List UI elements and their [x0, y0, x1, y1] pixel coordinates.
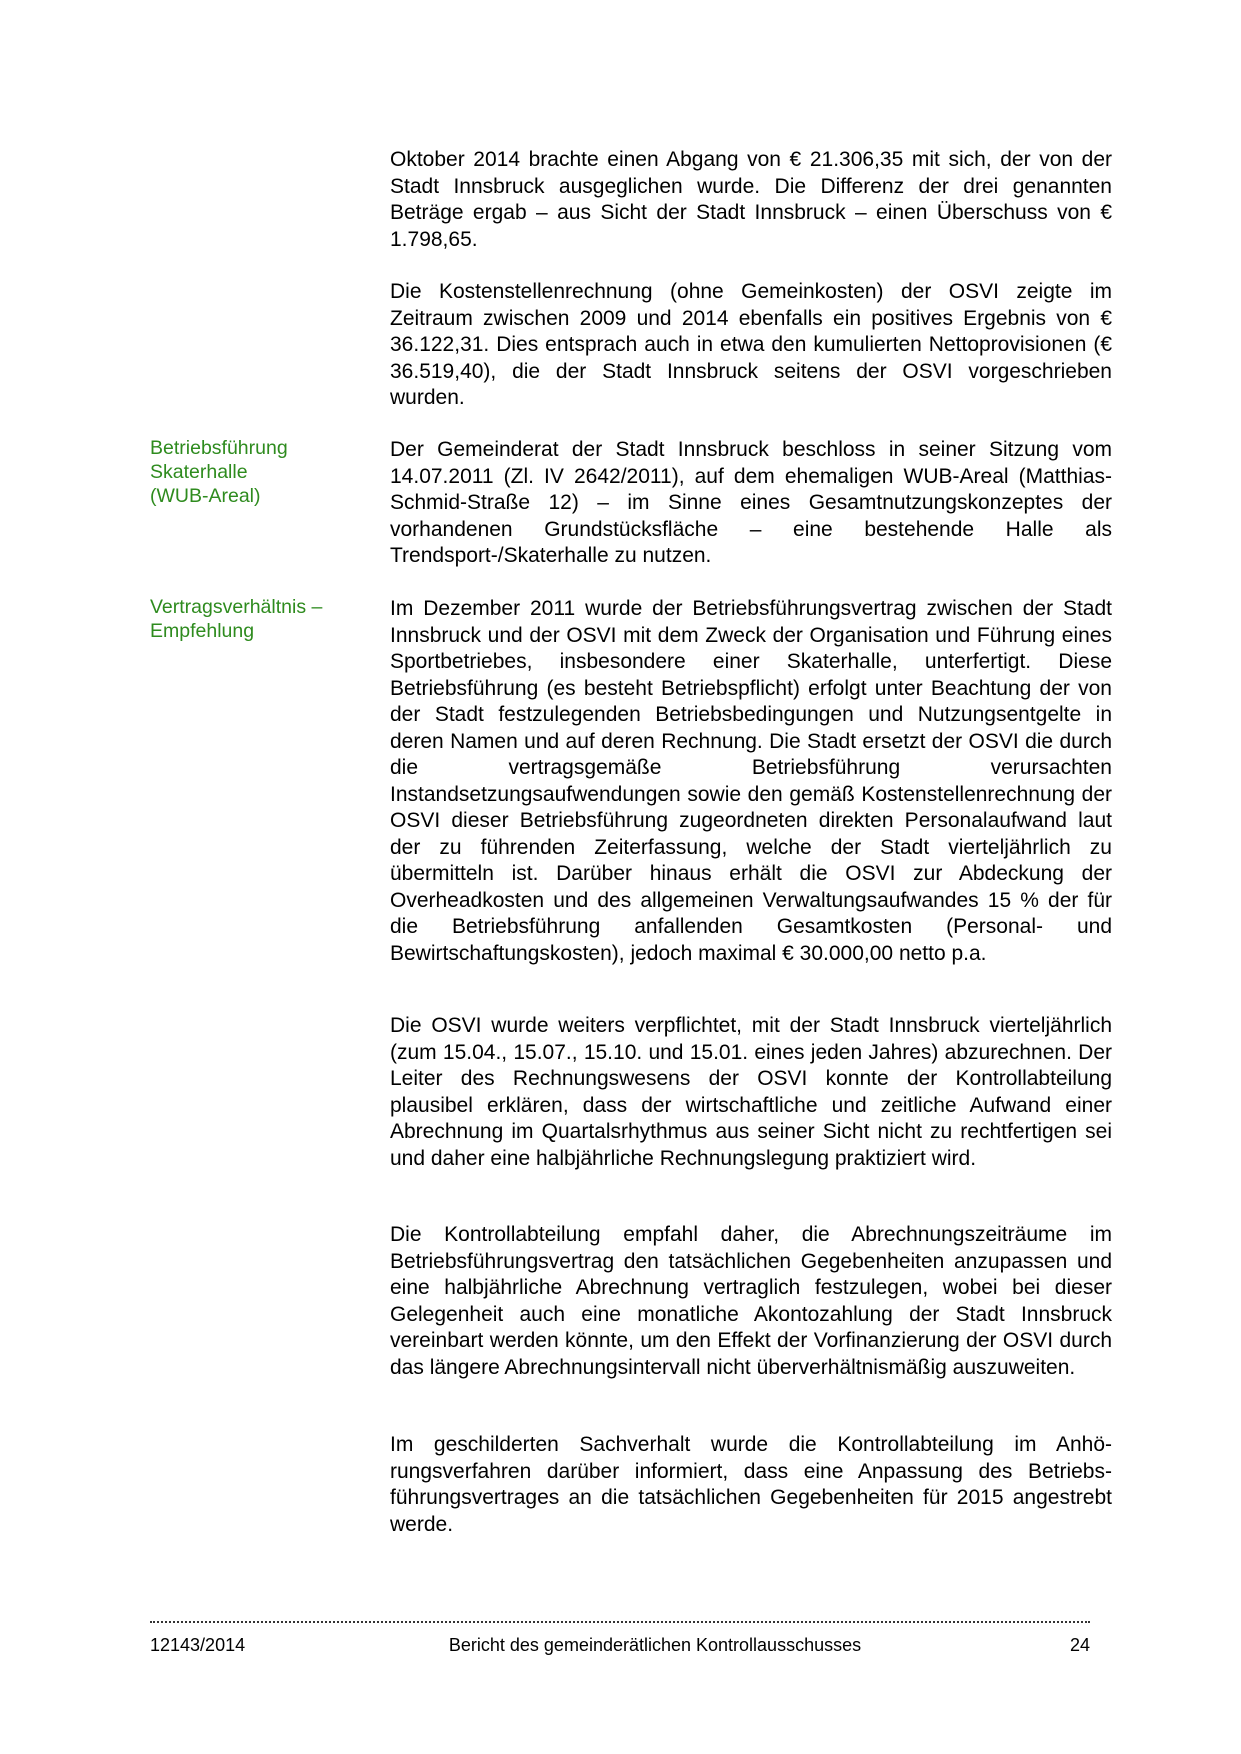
margin-label-line: Empfehlung — [150, 620, 255, 642]
page-number: 24 — [1069, 1635, 1090, 1655]
margin-label-line: Betriebsführung — [150, 437, 288, 459]
paragraph-gemeinderat — [390, 437, 1112, 570]
paragraph-abrechnung — [390, 1013, 1112, 1172]
paragraph-text: Im Dezember 2011 wurde der Betriebsführungsvertrag zwischen der Stadt Innsbruck und der OSVI mit dem Zweck der Organisation und Führung eines Sportbetriebes, insbesondere einer Skaterhalle, unterfertigt. Diese Betriebsführung (es besteht Betriebspflicht) erfolgt unter Beachtung der von der Stadt festzulegenden Betriebsbedingungen und Nutzungsentgelte in deren Namen und auf deren Rechnung. Die Stadt ersetzt der OSVI die durch die vertragsgemäße Betriebsführung verursachten Instandsetzungsaufwendungen sowie den gemäß Kostenstellenrechnung der OSVI dieser Betriebsführung zugeordneten direkten Personalaufwand laut der zu führenden Zeiterfassung, welche der Stadt vierteljährlich zu übermitteln ist. Darüber hinaus erhält die OSVI zur Abdeckung der Overheadkosten und des allgemeinen Verwaltungsaufwandes 15 % der für die Betriebsführung anfallenden Gesamtkosten (Personal- und Bewirtschaftungskosten), jedoch maximal € 30.000,00 netto p.a. — [390, 597, 1112, 965]
paragraph-text: Die OSVI wurde weiters verpflichtet, mit der Stadt Innsbruck vierteljährlich (zum 15.04., 15.07., 15.10. und 15.01. eines jeden Jahres) abzurechnen. Der Leiter des Rechnungswesens der OSVI konnte der Kontrollabteilung plausibel erklären, dass der wirtschaftliche und zeitliche Aufwand einer Abrechnung im Quartalsrhythmus aus seiner Sicht nicht zu rechtfertigen sei und daher eine halbjährliche Rechnungslegung praktiziert wird. — [390, 1014, 1112, 1170]
footer-divider — [150, 1621, 1090, 1623]
footer-title: Bericht des gemeinderätlichen Kontrollausschusses — [448, 1635, 862, 1655]
paragraph-betriebsfuehrungsvertrag — [390, 596, 1112, 967]
paragraph-abgang — [390, 147, 1112, 253]
margin-label-line: (WUB-Areal) — [150, 485, 261, 507]
paragraph-empfehlung — [390, 1222, 1112, 1381]
margin-label-line: Vertragsverhältnis – — [150, 596, 323, 618]
margin-label-line: Skaterhalle — [150, 461, 248, 483]
margin-label-vertragsverhaeltnis — [150, 595, 350, 643]
paragraph-anhoerungsverfahren — [390, 1432, 1112, 1538]
paragraph-text: Die Kostenstellenrechnung (ohne Gemeinkosten) der OSVI zeigte im Zeitraum zwischen 2009 und 2014 ebenfalls ein positives Ergebnis von € 36.122,31. Dies entsprach auch in etwa den kumulierten Nettoprovisionen (€ 36.519,40), die der Stadt Innsbruck seitens der OSVI vorgeschrieben wurden. — [390, 280, 1112, 409]
paragraph-kostenstellenrechnung — [390, 279, 1112, 412]
paragraph-text: Oktober 2014 brachte einen Abgang von € 21.306,35 mit sich, der von der Stadt Innsbruck ausgeglichen wurde. Die Differenz der drei genannten Beträge ergab – aus Sicht der Stadt Innsbruck – einen Überschuss von € 1.798,65. — [390, 148, 1112, 251]
margin-label-betriebsfuehrung — [150, 436, 350, 508]
paragraph-text: Die Kontrollabteilung empfahl daher, die Abrechnungszeiträume im Betriebsführungsvertrag den tatsächlichen Gegebenheiten anzupassen und eine halbjährliche Abrechnung vertraglich festzulegen, wobei bei dieser Gelegenheit auch eine monatliche Akontozahlung der Stadt Innsbruck vereinbart werden könnte, um den Effekt der Vorfinanzierung der OSVI durch das längere Abrechnungsintervall nicht überverhältnismäßig auszuweiten. — [390, 1223, 1112, 1379]
paragraph-text: Der Gemeinderat der Stadt Innsbruck beschloss in seiner Sitzung vom 14.07.2011 (Zl. IV 2642/2011), auf dem ehemaligen WUB-Areal (Matthias-Schmid-Straße 12) – im Sinne eines Gesamtnutzungskonzeptes der vorhandenen Grundstücksfläche – eine bestehende Halle als Trendsport-/Skaterhalle zu nutzen. — [390, 438, 1112, 567]
footer-reference: 12143/2014 — [150, 1635, 246, 1655]
paragraph-text: Im geschilderten Sachverhalt wurde die Kontrollabteilung im Anhörungsverfahren darüber informiert, dass eine Anpassung des Betriebsführungsvertrages an die tatsächlichen Gegebenheiten für 2015 angestrebt werde. — [390, 1433, 1112, 1536]
